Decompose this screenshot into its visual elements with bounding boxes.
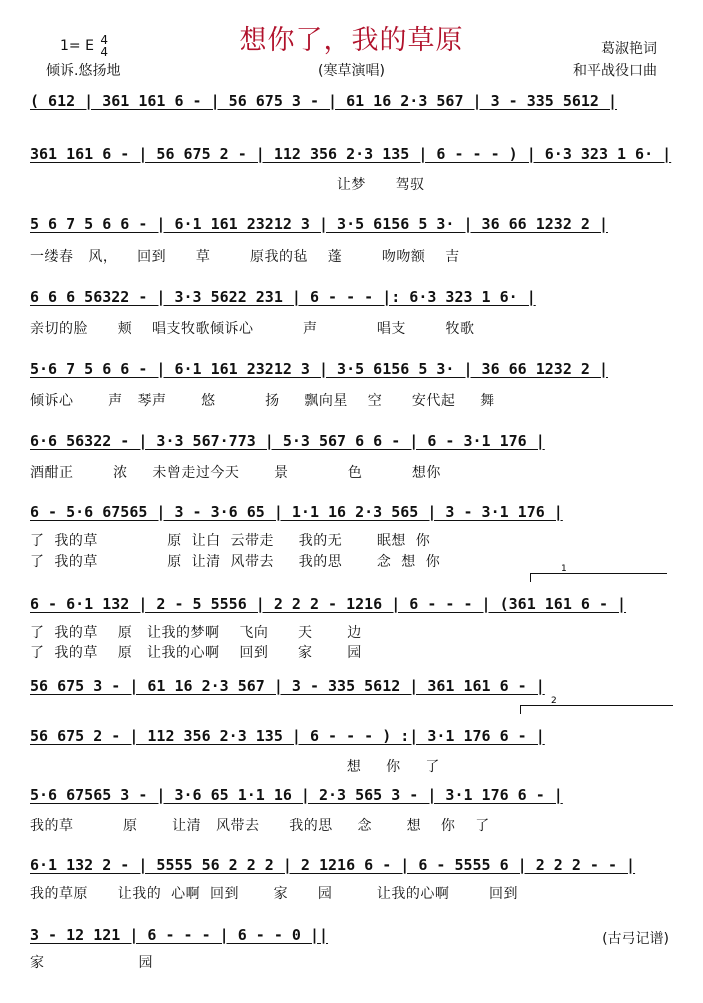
lyric-line-4: 亲切的脸 颊 唱支牧歌倾诉心 声 唱支 牧歌 xyxy=(30,321,475,337)
lyric-line-2: 让梦 驾驭 xyxy=(30,177,425,193)
performer: (寒草演唱) xyxy=(318,63,385,79)
lyric-line-3: 一缕春 风， 回到 草 原我的毡 蓬 吻吻额 吉 xyxy=(30,249,460,265)
score-line-10: 56 675 2 - | 112 356 2·3 135 | 6 - - - ) :| 3·1 176 6 - | xyxy=(30,727,545,745)
score-line-6: 6·6 56322 - | 3·3 567·773 | 5·3 567 6 6 - | 6 - 3·1 176 | xyxy=(30,432,545,450)
score-line-8: 6 - 6·1 132 | 2 - 5 5556 | 2 2 2 - 1216 | 6 - - - | (361 161 6 - | xyxy=(30,595,627,613)
mood-marking: 倾诉.悠扬地 xyxy=(46,63,121,79)
song-title: 想你了，我的草原 xyxy=(239,25,464,56)
score-line-3: 5 6 7 5 6 6 - | 6·1 161 23212 3 | 3·5 6156 5 3· | 36 66 1232 2 | xyxy=(30,215,608,233)
score-line-11: 5·6 67565 3 - | 3·6 65 1·1 16 | 2·3 565 3 - | 3·1 176 6 - | xyxy=(30,786,563,804)
volta-bracket-2 xyxy=(520,696,673,714)
lyric-line-7b: 了 我的草 原 让清 风带去 我的思 念 想 你 xyxy=(30,554,441,570)
time-signature xyxy=(100,34,108,58)
lyric-line-12: 我的草原 让我的 心啊 回到 家 园 让我的心啊 回到 xyxy=(30,886,519,902)
lyric-line-8b: 了 我的草 原 让我的心啊 回到 家 园 xyxy=(30,645,362,661)
score-line-4: 6 6 6 56322 - | 3·3 5622 231 | 6 - - - |: 6·3 323 1 6· | xyxy=(30,288,536,306)
score-line-12: 6·1 132 2 - | 5555 56 2 2 2 | 2 1216 6 - | 6 - 5555 6 | 2 2 2 - - | xyxy=(30,856,636,874)
lyric-line-6: 酒酣正 浓 未曾走过今天 景 色 想你 xyxy=(30,465,441,481)
transcriber-credit: (古弓记谱) xyxy=(602,931,669,947)
lyricist: 葛淑艳词 xyxy=(601,41,657,57)
time-top: 4 xyxy=(100,33,109,47)
key-signature xyxy=(60,34,108,58)
lyric-line-11: 我的草 原 让清 风带去 我的思 念 想 你 了 xyxy=(30,818,490,834)
volta-number-1: 1 xyxy=(561,564,567,574)
lyric-line-13: 家 园 xyxy=(30,955,154,971)
score-line-13: 3 - 12 121 | 6 - - - | 6 - - 0 || xyxy=(30,926,329,944)
time-bottom: 4 xyxy=(100,45,109,59)
lyric-line-5: 倾诉心 声 琴声 悠 扬 飘向星 空 安代起 舞 xyxy=(30,393,495,409)
lyric-line-8a: 了 我的草 原 让我的梦啊 飞向 天 边 xyxy=(30,625,362,641)
key-label: 1= E xyxy=(60,38,94,54)
lyric-line-7a: 了 我的草 原 让白 云带走 我的无 眠想 你 xyxy=(30,533,431,549)
composer: 和平战役口曲 xyxy=(573,63,657,79)
volta-number-2: 2 xyxy=(551,696,557,706)
score-line-9: 56 675 3 - | 61 16 2·3 567 | 3 - 335 5612 | 361 161 6 - | xyxy=(30,677,545,695)
volta-bracket-1 xyxy=(530,564,667,582)
score-line-2: 361 161 6 - | 56 675 2 - | 112 356 2·3 135 | 6 - - - ) | 6·3 323 1 6· | xyxy=(30,145,672,163)
score-line-7: 6 - 5·6 67565 | 3 - 3·6 65 | 1·1 16 2·3 565 | 3 - 3·1 176 | xyxy=(30,503,563,521)
score-line-1: ( 612 | 361 161 6 - | 56 675 3 - | 61 16 2·3 567 | 3 - 335 5612 | xyxy=(30,92,617,110)
lyric-line-10: 想 你 了 xyxy=(30,759,440,775)
score-line-5: 5·6 7 5 6 6 - | 6·1 161 23212 3 | 3·5 6156 5 3· | 36 66 1232 2 | xyxy=(30,360,608,378)
